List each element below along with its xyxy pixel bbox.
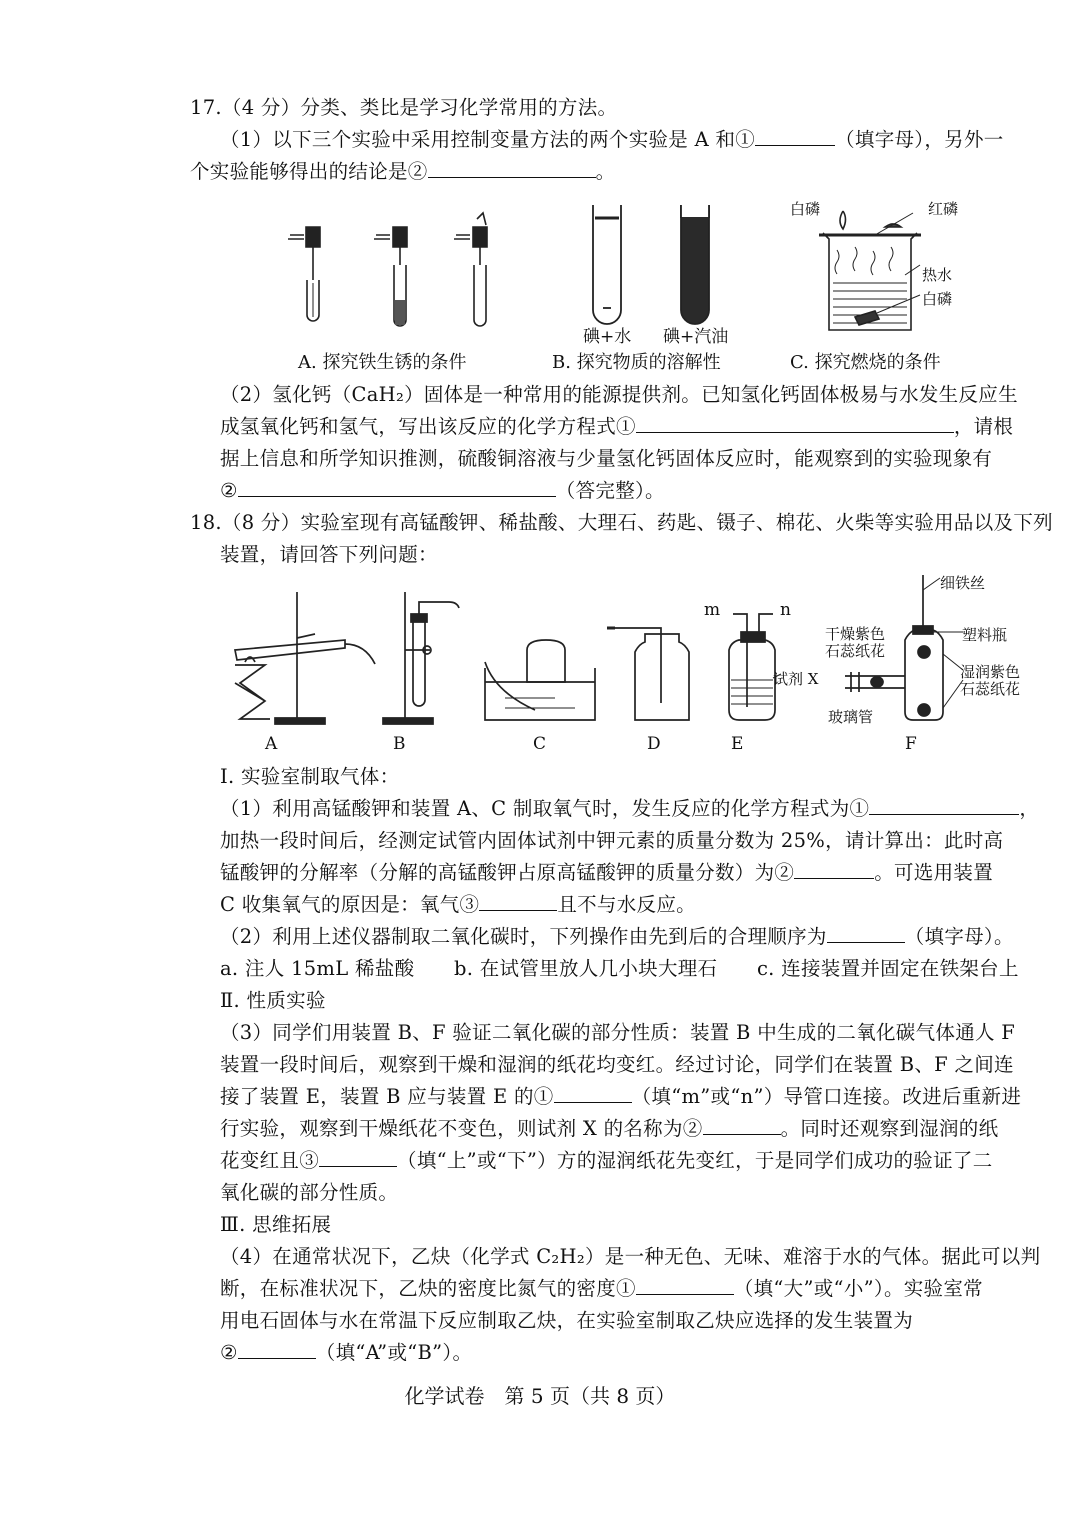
apparatus-b [383, 592, 459, 724]
q17-part2-line1: （2）氢化钙（CaH₂）固体是一种常用的能源提供剂。已知氢化钙固体极易与水发生反应生 [220, 383, 1018, 406]
q17-part2-line4 [220, 477, 665, 505]
figure-rust-experiment [270, 205, 510, 340]
q18-l14-text-b: （填“大”或“小”）。实验室常 [733, 1277, 983, 1300]
q17-p1-text-a: （1）以下三个实验中采用控制变量方法的两个实验是 A 和① [220, 128, 756, 151]
apparatus-label-b: B [393, 734, 406, 754]
label-dry-litmus: 干燥紫色 石蕊纸花 [825, 625, 886, 660]
q18-l11-text-b: （填“上”或“下”）方的湿润纸花先变红，于是同学们成功的验证了二 [397, 1149, 993, 1172]
answer-blank-18-1-3[interactable] [479, 892, 557, 911]
q18-l1-text-b: ， [1019, 797, 1040, 820]
q18-l11-text-a: 花变红且③ [220, 1149, 320, 1172]
label-plastic-bottle: 塑料瓶 [962, 626, 1008, 644]
answer-blank-18-2[interactable] [827, 924, 905, 943]
q18-l3-text-a: 锰酸钾的分解率（分解的高锰酸钾占原高锰酸钾的质量分数）为② [220, 861, 795, 884]
q18-line15: 用电石固体与水在常温下反应制取乙炔，在实验室制取乙炔应选择的发生装置为 [220, 1309, 914, 1332]
label-red-phosphorus: 红磷 [928, 200, 959, 218]
q17-p2-text-b: 成氢氧化钙和氢气，写出该反应的化学方程式① [220, 415, 636, 438]
apparatus-d [607, 628, 689, 720]
label-white-phosphorus-top: 白磷 [790, 200, 821, 218]
answer-blank-18-4-1[interactable] [636, 1276, 734, 1295]
answer-blank-17-1-1[interactable] [755, 127, 835, 146]
q17-part1-line1 [220, 126, 1004, 154]
label-wet-litmus: 湿润紫色 石蕊纸花 [960, 663, 1021, 698]
answer-blank-17-1-2[interactable] [428, 159, 596, 178]
answer-blank-18-1-1[interactable] [869, 796, 1019, 815]
q17-p2-text-e: ② [220, 479, 238, 502]
apparatus-e [729, 614, 781, 720]
caption-a: A. 探究铁生锈的条件 [298, 352, 467, 373]
figure-combustion-experiment [815, 205, 925, 337]
q18-line1 [220, 795, 1039, 823]
q18-line5 [220, 923, 1014, 951]
label-iodine-gasoline: 碘+汽油 [663, 327, 729, 347]
answer-blank-18-1-2[interactable] [794, 860, 874, 879]
q18-l4-text-b: 且不与水反应。 [557, 893, 696, 916]
q18-l5-text-a: （2）利用上述仪器制取二氧化碳时，下列操作由先到后的合理顺序为 [220, 925, 827, 948]
q17-part1-line2 [190, 158, 615, 186]
page-footer: 化学试卷 第 5 页（共 8 页） [404, 1384, 676, 1408]
q17-p1-text-d: 。 [595, 160, 616, 183]
answer-blank-18-4-2[interactable] [238, 1340, 316, 1359]
q18-line8: 装置一段时间后，观察到干燥和湿润的纸花均变红。经过讨论，同学们在装置 B、F 之间连 [220, 1053, 1014, 1076]
label-n: n [780, 600, 791, 620]
q17-part2-line2 [220, 413, 1013, 441]
q18-l16-text-a: ② [220, 1341, 238, 1364]
q17-p1-text-c: 个实验能够得出的结论是② [190, 160, 428, 183]
q18-stem-line2: 装置，请回答下列问题： [220, 543, 438, 566]
q18-l9-text-b: （填“m”或“n”）导管口连接。改进后重新进 [631, 1085, 1022, 1108]
answer-blank-18-3-3[interactable] [319, 1148, 397, 1167]
label-m: m [704, 600, 721, 620]
q17-p2-text-c: ，请根 [953, 415, 1014, 438]
q18-line9 [220, 1083, 1021, 1111]
q18-line14 [220, 1275, 983, 1303]
q17-stem: 17.（4 分）分类、类比是学习化学常用的方法。 [190, 96, 618, 119]
q18-line12: 氧化碳的部分性质。 [220, 1181, 399, 1204]
q18-l10-text-b: 。同时还观察到湿润的纸 [780, 1117, 999, 1140]
q18-line16 [220, 1339, 472, 1367]
q17-p2-text-f: （答完整）。 [555, 479, 665, 502]
apparatus-label-a: A [265, 734, 278, 754]
q17-part2-line3: 据上信息和所学知识推测，硫酸铜溶液与少量氢化钙固体反应时，能观察到的实验现象有 [220, 447, 993, 470]
section-2-heading: Ⅱ. 性质实验 [220, 989, 326, 1012]
apparatus-label-f: F [905, 734, 917, 754]
q18-l4-text-a: C 收集氧气的原因是：氧气③ [220, 893, 480, 916]
caption-c: C. 探究燃烧的条件 [790, 352, 941, 373]
q18-l16-text-b: （填“A”或“B”）。 [315, 1341, 473, 1364]
q18-stem-line1: 18.（8 分）实验室现有高锰酸钾、稀盐酸、大理石、药匙、镊子、棉花、火柴等实验用品以及下列 [190, 511, 1053, 534]
apparatus-a [235, 592, 375, 724]
q18-l1-text-a: （1）利用高锰酸钾和装置 A、C 制取氧气时，发生反应的化学方程式为① [220, 797, 870, 820]
q18-line3 [220, 859, 993, 887]
q18-l10-text-a: 行实验，观察到干燥纸花不变色，则试剂 X 的名称为② [220, 1117, 703, 1140]
q18-line2: 加热一段时间后，经测定试管内固体试剂中钾元素的质量分数为 25%，请计算出：此时高 [220, 829, 1004, 852]
q18-line10 [220, 1115, 998, 1143]
q18-line13: （4）在通常状况下，乙炔（化学式 C₂H₂）是一种无色、无味、难溶于水的气体。据此可以判 [220, 1245, 1041, 1268]
apparatus-label-e: E [731, 734, 744, 754]
label-white-phosphorus-bottom: 白磷 [922, 290, 953, 308]
q18-l3-text-b: 。可选用装置 [874, 861, 994, 884]
apparatus-c [485, 640, 595, 720]
caption-b: B. 探究物质的溶解性 [552, 352, 721, 373]
label-hot-water: 热水 [922, 266, 953, 284]
q18-options: a. 注人 15mL 稀盐酸 b. 在试管里放人几小块大理石 c. 连接装置并固定在铁架台上 [220, 957, 1019, 980]
answer-blank-18-3-1[interactable] [554, 1084, 632, 1103]
answer-blank-18-3-2[interactable] [703, 1116, 781, 1135]
label-thin-iron-wire: 细铁丝 [940, 574, 986, 592]
section-3-heading: Ⅲ. 思维拓展 [220, 1213, 332, 1236]
q18-l5-text-b: （填字母）。 [904, 925, 1014, 948]
q18-l14-text-a: 断，在标准状况下，乙炔的密度比氮气的密度① [220, 1277, 636, 1300]
q18-line11 [220, 1147, 993, 1175]
q17-p1-text-b: （填字母），另外一 [835, 128, 1004, 151]
label-iodine-water: 碘+水 [583, 327, 632, 347]
section-1-heading: Ⅰ. 实验室制取气体： [220, 765, 400, 788]
q18-l9-text-a: 接了装置 E，装置 B 应与装置 E 的① [220, 1085, 554, 1108]
q18-line4 [220, 891, 696, 919]
q18-line7: （3）同学们用装置 B、F 验证二氧化碳的部分性质：装置 B 中生成的二氧化碳气体通人 F [220, 1021, 1016, 1044]
answer-blank-17-2-2[interactable] [238, 478, 556, 497]
figure-apparatus [215, 570, 1035, 735]
label-glass-tube: 玻璃管 [828, 708, 874, 726]
label-reagent-x: 试剂 X [773, 670, 819, 688]
answer-blank-17-2-1[interactable] [636, 414, 954, 433]
apparatus-label-c: C [533, 734, 547, 754]
apparatus-label-d: D [647, 734, 661, 754]
